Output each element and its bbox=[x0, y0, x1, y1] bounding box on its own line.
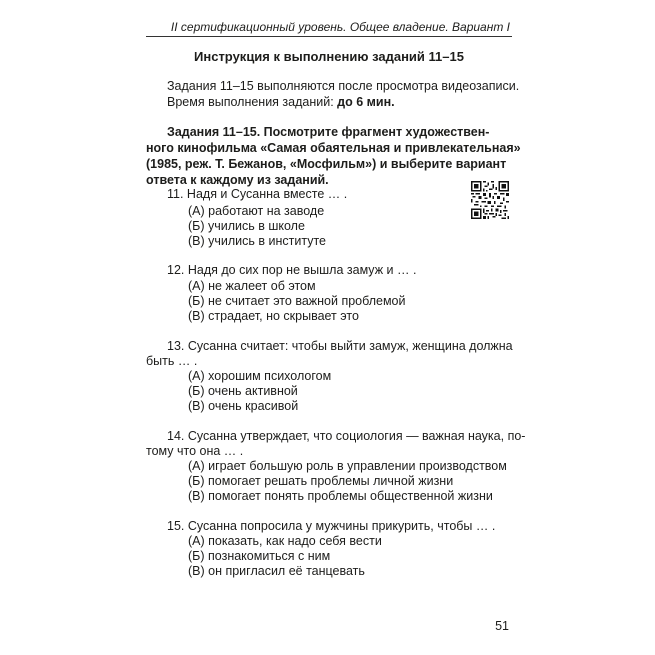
instruction-time-limit: до 6 мин. bbox=[337, 95, 395, 109]
question-15-option-b[interactable]: (Б) познакомиться с ним bbox=[188, 549, 331, 563]
question-15-stem: 15. Сусанна попросила у мужчины прикурить, чтобы … . bbox=[167, 519, 496, 533]
instruction-line-2-prefix: Время выполнения заданий: bbox=[167, 95, 338, 109]
question-12-option-a[interactable]: (А) не жалеет об этом bbox=[188, 279, 316, 293]
page-number: 51 bbox=[495, 619, 509, 633]
question-11-stem: 11. Надя и Сусанна вместе … . bbox=[167, 187, 348, 201]
task-heading-line: Задания 11–15. Посмотрите фрагмент художествен- bbox=[167, 125, 490, 139]
question-15-option-c[interactable]: (В) он пригласил её танцевать bbox=[188, 564, 365, 578]
question-15-option-a[interactable]: (А) показать, как надо себя вести bbox=[188, 534, 382, 548]
question-13-option-c[interactable]: (В) очень красивой bbox=[188, 399, 299, 413]
question-11-option-c[interactable]: (В) учились в институте bbox=[188, 234, 327, 248]
instruction-title: Инструкция к выполнению заданий 11–15 bbox=[194, 49, 464, 64]
question-14-option-c[interactable]: (В) помогает понять проблемы общественной жизни bbox=[188, 489, 493, 503]
task-heading-line: ного кинофильма «Самая обаятельная и привлекательная» bbox=[146, 141, 521, 155]
question-12-option-c[interactable]: (В) страдает, но скрывает это bbox=[188, 309, 359, 323]
question-12-option-b[interactable]: (Б) не считает это важной проблемой bbox=[188, 294, 406, 308]
question-11-option-a[interactable]: (А) работают на заводе bbox=[188, 204, 325, 218]
question-12-stem: 12. Надя до сих пор не вышла замуж и … . bbox=[167, 263, 417, 277]
question-13-option-a[interactable]: (А) хорошим психологом bbox=[188, 369, 332, 383]
header-rule bbox=[146, 36, 512, 37]
qr-code-icon[interactable] bbox=[471, 181, 509, 219]
question-14-stem-continuation: тому что она … . bbox=[146, 444, 244, 458]
instruction-line-2 bbox=[167, 95, 395, 109]
question-14-option-b[interactable]: (Б) помогает решать проблемы личной жизни bbox=[188, 474, 454, 488]
question-13-stem: 13. Сусанна считает: чтобы выйти замуж, женщина должна bbox=[167, 339, 513, 353]
question-13-option-b[interactable]: (Б) очень активной bbox=[188, 384, 298, 398]
question-11-option-b[interactable]: (Б) учились в школе bbox=[188, 219, 305, 233]
question-13-stem-continuation: быть … . bbox=[146, 354, 198, 368]
question-14-stem: 14. Сусанна утверждает, что социология — важная наука, по- bbox=[167, 429, 526, 443]
task-heading-line: (1985, реж. Т. Бежанов, «Мосфильм») и выберите вариант bbox=[146, 157, 507, 171]
task-heading bbox=[146, 124, 521, 188]
question-14-option-a[interactable]: (А) играет большую роль в управлении производством bbox=[188, 459, 507, 473]
running-header: II сертификационный уровень. Общее владение. Вариант I bbox=[170, 20, 510, 34]
instruction-line-1: Задания 11–15 выполняются после просмотра видеозаписи. bbox=[167, 79, 520, 93]
task-heading-line: ответа к каждому из заданий. bbox=[146, 173, 329, 187]
